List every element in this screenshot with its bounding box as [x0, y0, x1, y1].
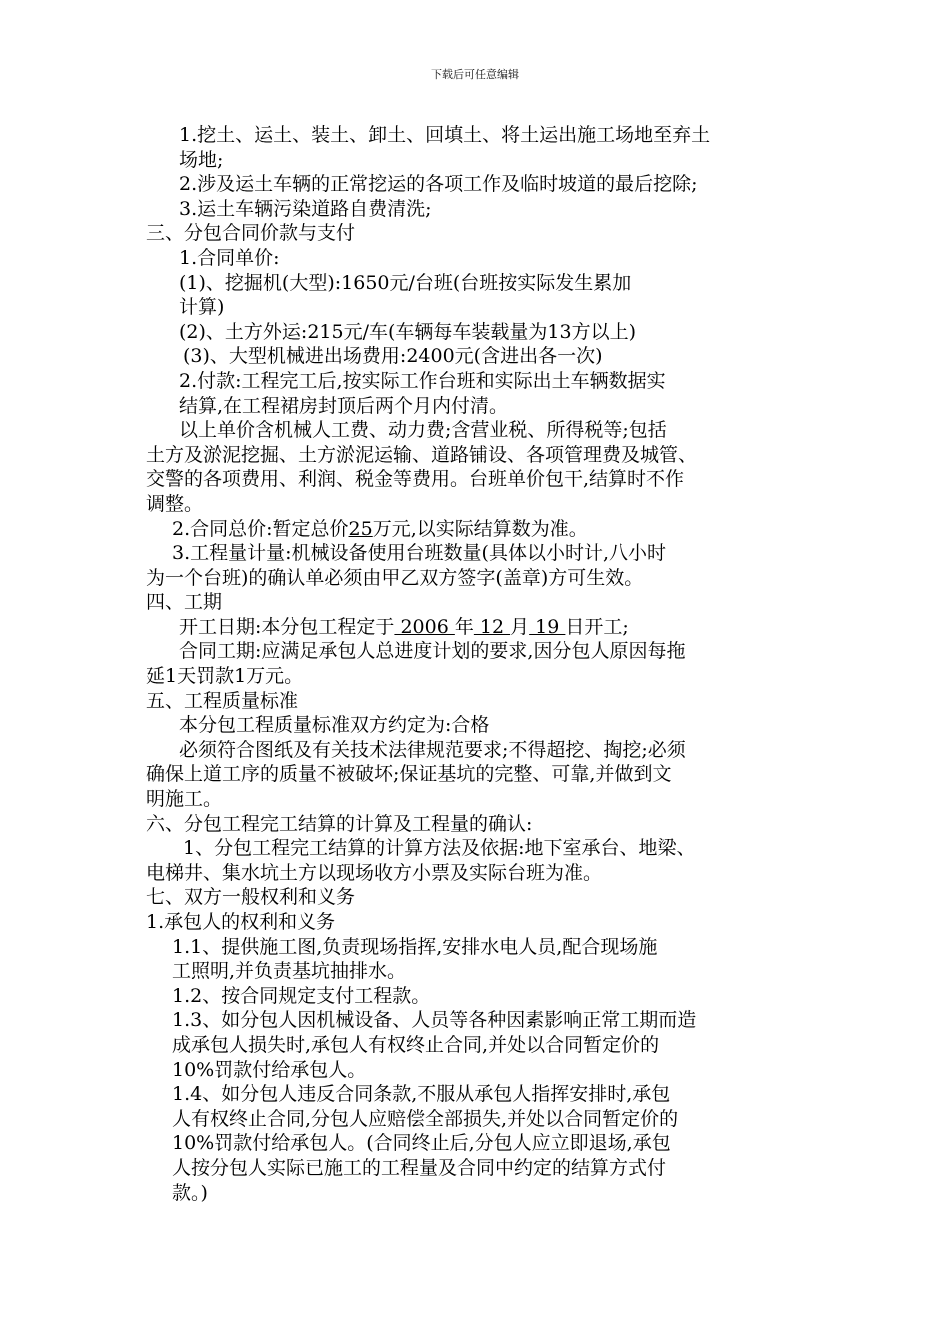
section-heading: 四、工期 — [146, 591, 223, 614]
text-line: 3.工程量计量:机械设备使用台班数量(具体以小时计,八小时 — [172, 542, 666, 565]
text-line: 1.合同单价: — [179, 246, 280, 269]
text-line: 调整。 — [146, 492, 204, 515]
text-line: 1.2、按合同规定支付工程款。 — [172, 984, 431, 1007]
text-line: 1.4、如分包人违反合同条款,不服从承包人指挥安排时,承包 — [172, 1083, 671, 1106]
underlined-value: 19 — [529, 615, 566, 638]
text-line: 确保上道工序的质量不被破坏;保证基坑的完整、可靠,并做到文 — [146, 763, 672, 786]
text-line: 10%罚款付给承包人。 — [172, 1058, 367, 1081]
text-line: 成承包人损失时,承包人有权终止合同,并处以合同暂定价的 — [172, 1033, 660, 1056]
text-line: 为一个台班)的确认单必须由甲乙双方签字(盖章)方可生效。 — [146, 566, 644, 589]
section-heading: 七、双方一般权利和义务 — [146, 886, 356, 909]
text-line: 工照明,并负责基坑抽排水。 — [172, 960, 407, 983]
text-line: 电梯井、集水坑土方以现场收方小票及实际台班为准。 — [146, 861, 603, 884]
text-line: 1、分包工程完工结算的计算方法及依据:地下室承台、地梁、 — [183, 837, 696, 860]
subsection-heading: 1.承包人的权利和义务 — [146, 911, 336, 933]
text-line: 土方及淤泥挖掘、土方淤泥运输、道路铺设、各项管理费及城管、 — [146, 443, 698, 466]
text-line: (3)、大型机械进出场费用:2400元(含进出各一次) — [183, 345, 603, 368]
text-line: 1.1、提供施工图,负责现场指挥,安排水电人员,配合现场施 — [172, 935, 658, 958]
text-line: 延1天罚款1万元。 — [146, 665, 304, 688]
page-header: 下载后可任意编辑 — [431, 68, 519, 81]
text-line: 1.挖土、运土、装土、卸土、回填土、将土运出施工场地至弃土 — [179, 124, 711, 146]
section-heading: 六、分包工程完工结算的计算及工程量的确认: — [146, 812, 533, 835]
text-line: 明施工。 — [146, 788, 223, 811]
underlined-value: 25 — [348, 517, 373, 540]
text-line: 结算,在工程裙房封顶后两个月内付清。 — [179, 394, 509, 417]
text-segment: 2.合同总价:暂定总价 — [172, 517, 349, 540]
text-line — [146, 517, 810, 542]
text-segment: 月 — [510, 615, 530, 638]
text-line: 2.涉及运土车辆的正常挖运的各项工作及临时坡道的最后挖除; — [179, 173, 698, 196]
text-line: (2)、土方外运:215元/车(车辆每车装载量为13方以上) — [179, 320, 636, 343]
text-line — [146, 615, 810, 640]
text-segment: 万元,以实际结算数为准。 — [372, 517, 588, 540]
section-heading: 五、工程质量标准 — [146, 689, 299, 712]
text-line: 1.3、如分包人因机械设备、人员等各种因素影响正常工期而造 — [172, 1009, 697, 1032]
text-line: (1)、挖掘机(大型):1650元/台班(台班按实际发生累加 — [179, 271, 632, 294]
text-line: 人按分包人实际已施工的工程量及合同中约定的结算方式付 — [172, 1156, 667, 1179]
text-line: 本分包工程质量标准双方约定为:合格 — [179, 714, 490, 737]
section-heading: 三、分包合同价款与支付 — [146, 222, 356, 245]
text-line: 人有权终止合同,分包人应赔偿全部损失,并处以合同暂定价的 — [172, 1107, 679, 1130]
text-line: 交警的各项费用、利润、税金等费用。台班单价包干,结算时不作 — [146, 468, 685, 491]
text-line: 合同工期:应满足承包人总进度计划的要求,因分包人原因每拖 — [179, 640, 686, 663]
text-line: 计算) — [179, 296, 225, 319]
text-line: 10%罚款付给承包人。(合同终止后,分包人应立即退场,承包 — [172, 1132, 671, 1155]
text-segment: 年 — [454, 615, 474, 638]
text-line: 必须符合图纸及有关技术法律规范要求;不得超挖、掏挖;必须 — [179, 738, 686, 761]
text-line: 以上单价含机械人工费、动力费;含营业税、所得税等;包括 — [179, 419, 667, 442]
text-line: 2.付款:工程完工后,按实际工作台班和实际出土车辆数据实 — [179, 369, 666, 392]
text-segment: 日开工; — [565, 615, 629, 638]
text-segment: 开工日期:本分包工程定于 — [179, 615, 395, 638]
text-line: 场地; — [179, 148, 224, 171]
underlined-value: 12 — [473, 615, 511, 638]
document-body — [146, 123, 810, 1205]
text-line: 3.运土车辆污染道路自费清洗; — [179, 197, 432, 220]
underlined-value: 2006 — [394, 615, 455, 638]
text-line: 款。) — [172, 1181, 208, 1204]
